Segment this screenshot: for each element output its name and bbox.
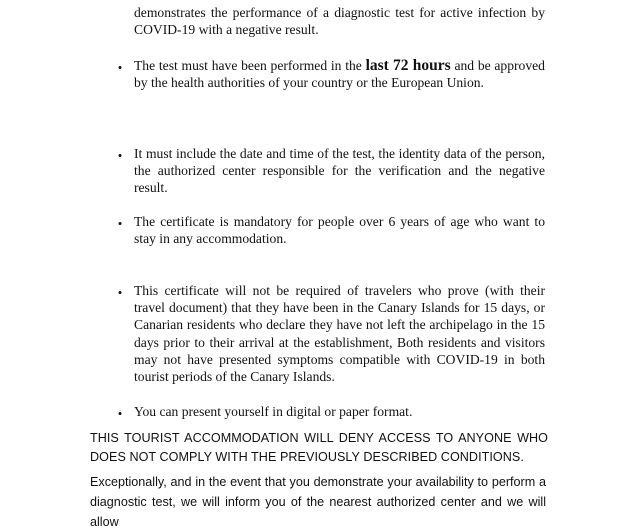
- bullet-marker-4: •: [117, 285, 123, 300]
- closing-line-1: Exceptionally, and in the event that you demonstrate your availability to perform a: [90, 475, 546, 489]
- access-notice: THIS TOURIST ACCOMMODATION WILL DENY ACCESS TO ANYONE WHO DOES NOT COMPLY WITH THE PREVIOUSLY DESCRIBED CONDITIONS.: [90, 431, 548, 464]
- bullet-1-emphasis: last 72 hours: [365, 57, 451, 74]
- intro-line-2: COVID-19 with a negative result.: [134, 22, 319, 38]
- bullet-item-4: This certificate will not be required of travelers who prove (with their travel document) that they have been in the Canary Islands for 15 days, or Canarian residents who declare they have not left the archipelago in the 15 days prior to their arrival at the establishment, Both residents and visitors may not have presented symptoms compatible with COVID-19 in both tourist periods of the Canary Islands.: [134, 283, 545, 385]
- intro-paragraph: [134, 4, 545, 38]
- bullet-1-text-before: The test must have been performed in the: [134, 58, 366, 73]
- bullet-item-5: You can present yourself in digital or paper format.: [134, 404, 413, 419]
- bullet-marker-2: •: [117, 148, 123, 163]
- closing-line-2: diagnostic test, we will inform you of the nearest authorized center and we will allow: [90, 495, 546, 529]
- bullet-item-2: It must include the date and time of the test, the identity data of the person, the authorized center responsible for the verification and the negative result.: [134, 146, 545, 196]
- bullet-marker-3: •: [117, 216, 123, 231]
- bullet-item-3: The certificate is mandatory for people over 6 years of age who want to stay in any accommodation.: [134, 214, 545, 247]
- intro-line-1: demonstrates the performance of a diagnostic test for active infection by: [134, 5, 545, 20]
- bullet-marker-1: •: [117, 60, 123, 75]
- bullet-1-text-after: and be approved by the health authorities of your country or the European Union.: [134, 58, 545, 91]
- bullet-item-1: [134, 57, 545, 91]
- closing-paragraph: [90, 472, 546, 532]
- bullet-marker-5: •: [117, 406, 123, 421]
